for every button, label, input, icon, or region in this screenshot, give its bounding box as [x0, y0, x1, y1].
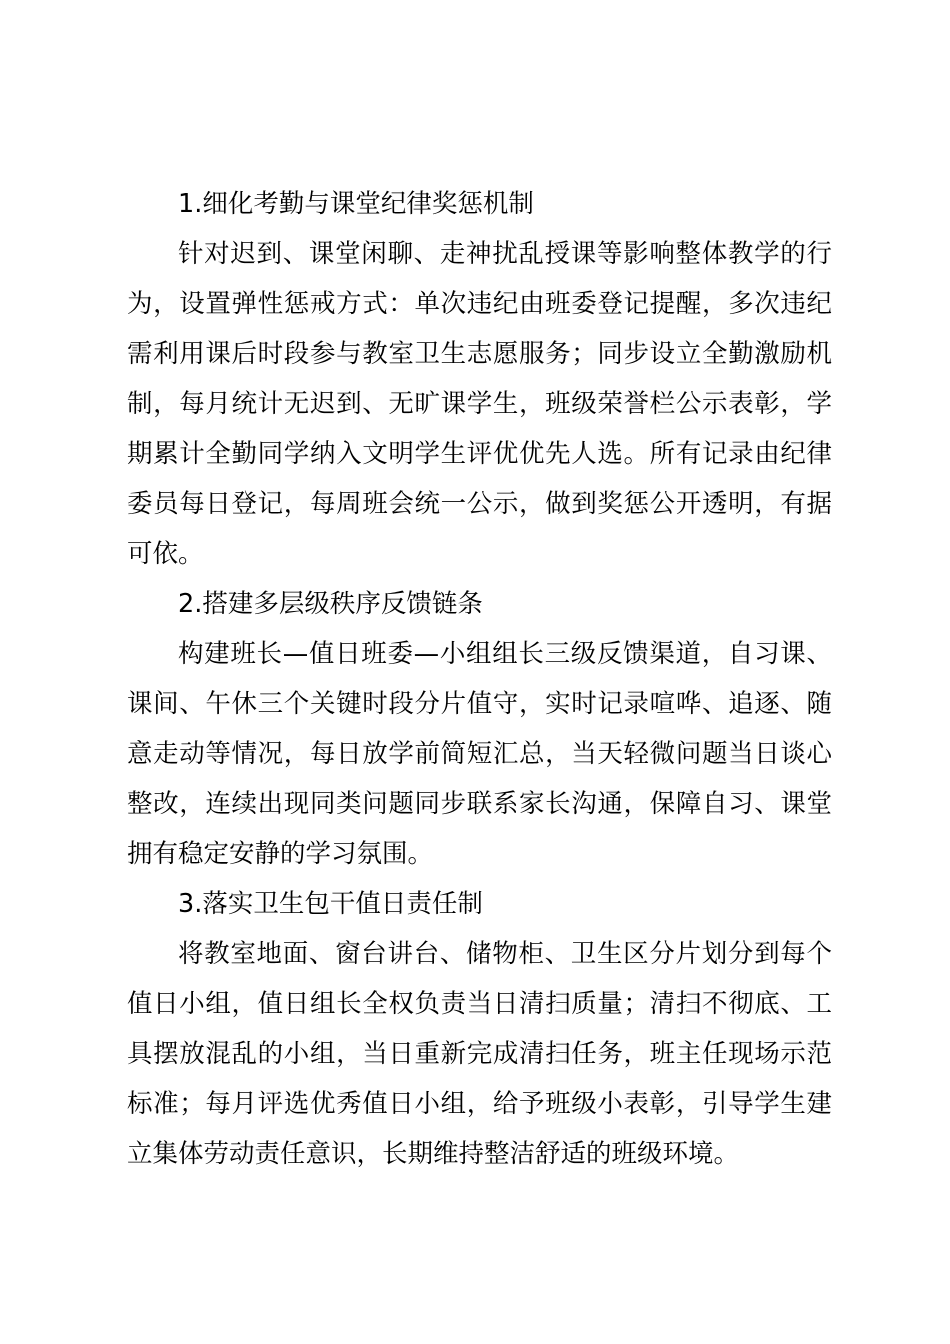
section-3-heading: 3.落实卫生包干值日责任制 — [178, 889, 483, 919]
section-1-line-2: 为，设置弹性惩戒方式：单次违纪由班委登记提醒，多次违纪 — [127, 289, 832, 319]
section-1-line-1: 针对迟到、课堂闲聊、走神扰乱授课等影响整体教学的行 — [178, 239, 832, 269]
section-3-line-1: 将教室地面、窗台讲台、储物柜、卫生区分片划分到每个 — [178, 939, 832, 969]
section-2-line-1: 构建班长—值日班委—小组组长三级反馈渠道，自习课、 — [178, 639, 832, 669]
section-3-line-5: 立集体劳动责任意识，长期维持整洁舒适的班级环境。 — [127, 1139, 740, 1169]
section-2-line-4: 整改，连续出现同类问题同步联系家长沟通，保障自习、课堂 — [127, 789, 832, 819]
section-3-line-2: 值日小组，值日组长全权负责当日清扫质量；清扫不彻底、工 — [127, 989, 832, 1019]
section-1-line-6: 委员每日登记，每周班会统一公示，做到奖惩公开透明，有据 — [127, 489, 832, 519]
section-1-line-4: 制，每月统计无迟到、无旷课学生，班级荣誉栏公示表彰，学 — [127, 389, 832, 419]
section-1-line-7: 可依。 — [127, 539, 204, 569]
section-1-line-5: 期累计全勤同学纳入文明学生评优优先人选。所有记录由纪律 — [127, 439, 832, 469]
section-1-line-3: 需利用课后时段参与教室卫生志愿服务；同步设立全勤激励机 — [127, 339, 832, 369]
section-2-line-5: 拥有稳定安静的学习氛围。 — [127, 839, 434, 869]
section-3-line-3: 具摆放混乱的小组，当日重新完成清扫任务，班主任现场示范 — [127, 1039, 832, 1069]
section-2-heading: 2.搭建多层级秩序反馈链条 — [178, 589, 483, 619]
section-3-line-4: 标准；每月评选优秀值日小组，给予班级小表彰，引导学生建 — [127, 1089, 832, 1119]
section-1-heading: 1.细化考勤与课堂纪律奖惩机制 — [178, 189, 534, 219]
section-2-line-3: 意走动等情况，每日放学前简短汇总，当天轻微问题当日谈心 — [127, 739, 832, 769]
section-2-line-2: 课间、午休三个关键时段分片值守，实时记录喧哗、追逐、随 — [127, 689, 832, 719]
